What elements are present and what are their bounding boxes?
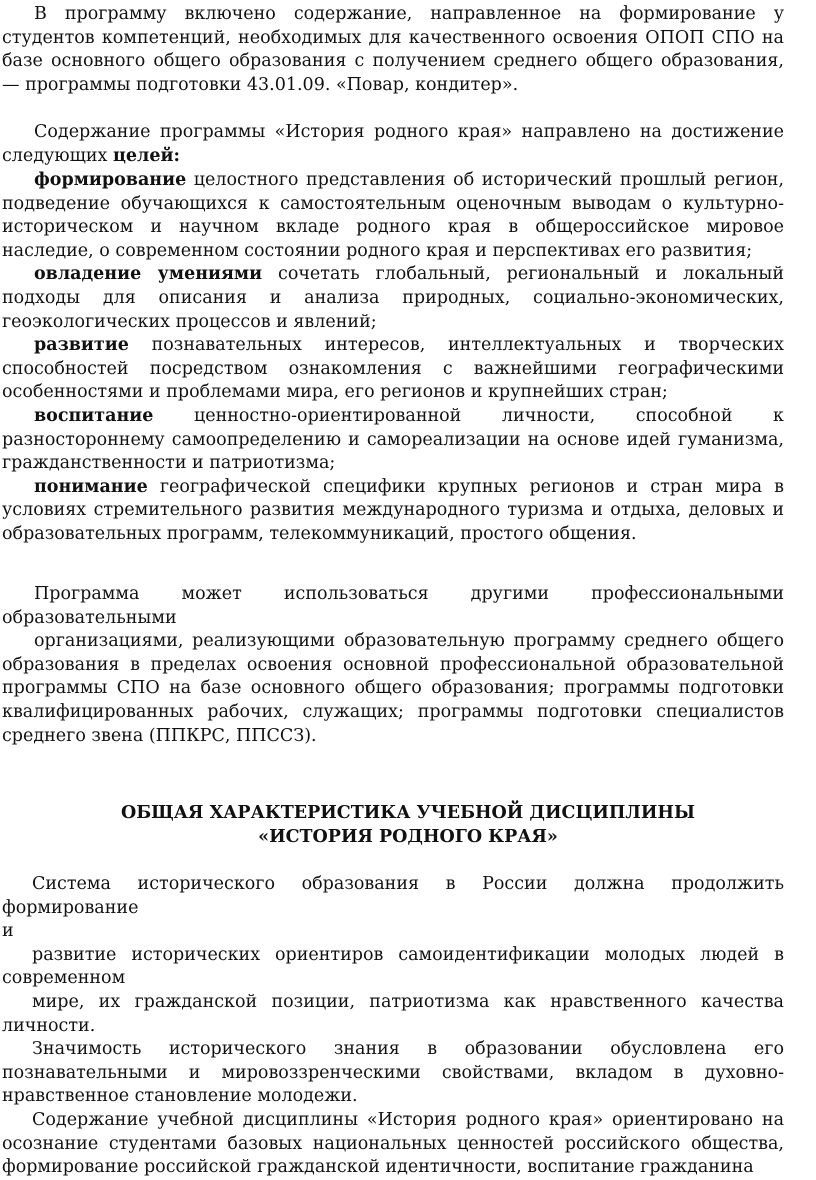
system-line-3: развитие исторических ориентиров самоидентификации молодых людей в	[32, 944, 784, 965]
heading-line-1: ОБЩАЯ ХАРАКТЕРИСТИКА УЧЕБНОЙ ДИСЦИПЛИНЫ	[120, 803, 695, 823]
section-heading	[0, 802, 816, 849]
goal-term: воспитание	[34, 405, 154, 426]
goals-word: целей:	[112, 145, 180, 166]
system-line-2: и	[2, 921, 14, 942]
usage-paragraph	[2, 583, 784, 748]
usage-line-3: организациями, реализующими образовательную программу среднего общего образования в пределах освоения основной профессиональной образовательной программы СПО на базе основного общего образования; программы подготовки квалифицированных рабочих, служащих; программы подготовки специалистов среднего звена (ППКРС, ППССЗ).	[2, 631, 784, 746]
goal-item-upbringing	[2, 405, 784, 476]
goal-text: географической специфики крупных регионов и стран мира в условиях стремительного развития международного туризма и отдыха, деловых и образовательных программ, телекоммуникаций, простого общения.	[2, 476, 784, 544]
system-line-6: личности.	[2, 1015, 96, 1036]
system-line-4: современном	[2, 968, 126, 989]
goal-text: целостного представления об исторический прошлый регион, подведение обучающихся к самостоятельным оценочным выводам о культурно-историческом и научном вкладе родного края в общероссийское мировое наследие, о современном состоянии родного края и перспективах его развития;	[2, 170, 784, 261]
goal-item-understanding	[2, 476, 784, 547]
goal-term: развитие	[34, 335, 129, 356]
goal-term: овладение умениями	[34, 264, 263, 285]
system-paragraph	[2, 873, 784, 1180]
system-line-5: мире, их гражданской позиции, патриотизма как нравственного качества	[32, 991, 784, 1012]
usage-line-1: Программа может использоваться другими профессиональными	[34, 584, 784, 604]
usage-line-2: образовательными	[2, 607, 177, 628]
goal-text: познавательных интересов, интеллектуальных и творческих способностей посредством ознакомления с важнейшими географическими особенностями и проблемами мира, его регионов и крупнейших стран;	[2, 335, 784, 403]
goal-term: понимание	[34, 476, 148, 497]
intro-paragraph: В программу включено содержание, направленное на формирование у студентов компетенций, необходимых для качественного освоения ОПОП СПО на базе основного общего образования с получением среднего общего образования, — программы подготовки 43.01.09. «Повар, кондитер».	[2, 4, 784, 95]
goal-item-development	[2, 334, 784, 405]
significance-paragraph: Значимость исторического знания в образовании обусловлена его познавательными и мировоззренческими свойствами, вкладом в духовно-нравственное становление молодежи.	[2, 1039, 784, 1107]
system-line-1: Система исторического образования в России должна продолжить формирование	[2, 874, 784, 918]
goals-intro-text: Содержание программы «История родного края» направлено на достижение следующих	[2, 122, 784, 166]
goal-item-skills	[2, 263, 784, 334]
heading-line-2: «ИСТОРИЯ РОДНОГО КРАЯ»	[258, 826, 558, 847]
goal-term: формирование	[34, 170, 187, 190]
goals-list	[2, 169, 784, 547]
content-orientation-paragraph: Содержание учебной дисциплины «История родного края» ориентировано на осознание студентами базовых национальных ценностей российского общества, формирование российской гражданской идентичности, воспитание гражданина	[2, 1109, 784, 1178]
goal-text: ценностно-ориентированной личности, способной к разностороннему самоопределению и самореализации на основе идей гуманизма, гражданственности и патриотизма;	[2, 405, 784, 474]
goals-intro-paragraph	[2, 121, 784, 168]
goal-item-forming	[2, 169, 784, 263]
goal-text: сочетать глобальный, региональный и локальный подходы для описания и анализа природных, социально-экономических, геоэкологических процессов и явлений;	[2, 264, 784, 332]
